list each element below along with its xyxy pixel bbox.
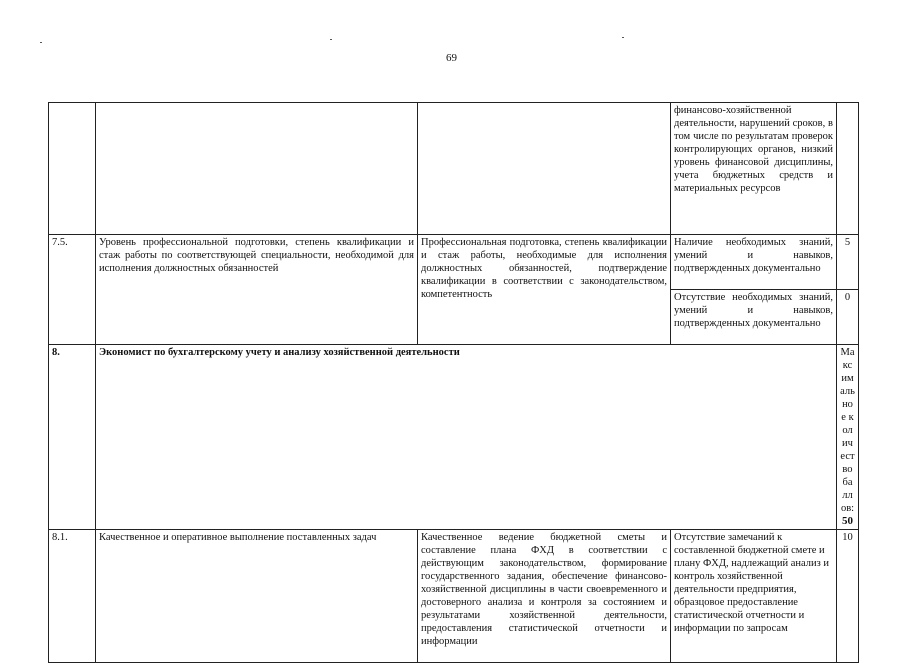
row-number: 8.1. (49, 530, 96, 663)
description-cell (418, 103, 671, 235)
page-number: 69 (446, 52, 457, 64)
max-score-label: Максимальное количество баллов: (840, 347, 855, 514)
table-row-continuation (49, 103, 859, 235)
criterion-text: Отсутствие необходимых знаний, умений и навыков, подтвержденных документально (671, 290, 837, 345)
section-title: Экономист по бухгалтерскому учету и анализу хозяйственной деятельности (96, 345, 837, 530)
row-number: 7.5. (49, 235, 96, 345)
indicator-text: Качественное и оперативное выполнение поставленных задач (96, 530, 418, 663)
max-score-cell (837, 345, 859, 530)
indicator-cell (96, 103, 418, 235)
section-row-8 (49, 345, 859, 530)
scan-speck (330, 39, 332, 40)
criterion-text: Наличие необходимых знаний, умений и навыков, подтвержденных документально (671, 235, 837, 290)
criteria-table (48, 102, 859, 663)
score-value: 10 (837, 530, 859, 663)
description-text: Качественное ведение бюджетной сметы и составление плана ФХД в соответствии с действующим законодательством, формирование государственного задания, обеспечение финансово-хозяйственной дисциплины в части своевременного и достоверного анализа и контроля за состоянием и результатами хозяйственной деятельности, предоставления статистической отчетности и информации (418, 530, 671, 663)
description-text: Профессиональная подготовка, степень квалификации и стаж работы, необходимые для исполнения должностных обязанностей, подтверждение квалификации в соответствии с законодательством, компетентность (418, 235, 671, 345)
score-value: 5 (837, 235, 859, 290)
indicator-text: Уровень профессиональной подготовки, степень квалификации и стаж работы по соответствующей специальности, необходимой для исполнения должностных обязанностей (96, 235, 418, 345)
criterion-text: Отсутствие замечаний к составленной бюджетной смете и плану ФХД, надлежащий анализ и контроль хозяйственной деятельности предприятия, образцовое предоставление статистической отчетности и информации по запросам (671, 530, 837, 663)
score-cell (837, 103, 859, 235)
table-row-7-5 (49, 235, 859, 290)
scan-speck (622, 37, 624, 38)
row-number-cell (49, 103, 96, 235)
table-row-8-1 (49, 530, 859, 663)
scan-speck (40, 42, 42, 43)
section-number: 8. (49, 345, 96, 530)
score-value: 0 (837, 290, 859, 345)
criterion-cell: финансово-хозяйственной деятельности, нарушений сроков, в том числе по результатам проверок контролирующих органов, низкий уровень финансовой дисциплины, учета бюджетных средств и материальных ресурсов (671, 103, 837, 235)
max-score-value: 50 (842, 515, 853, 527)
